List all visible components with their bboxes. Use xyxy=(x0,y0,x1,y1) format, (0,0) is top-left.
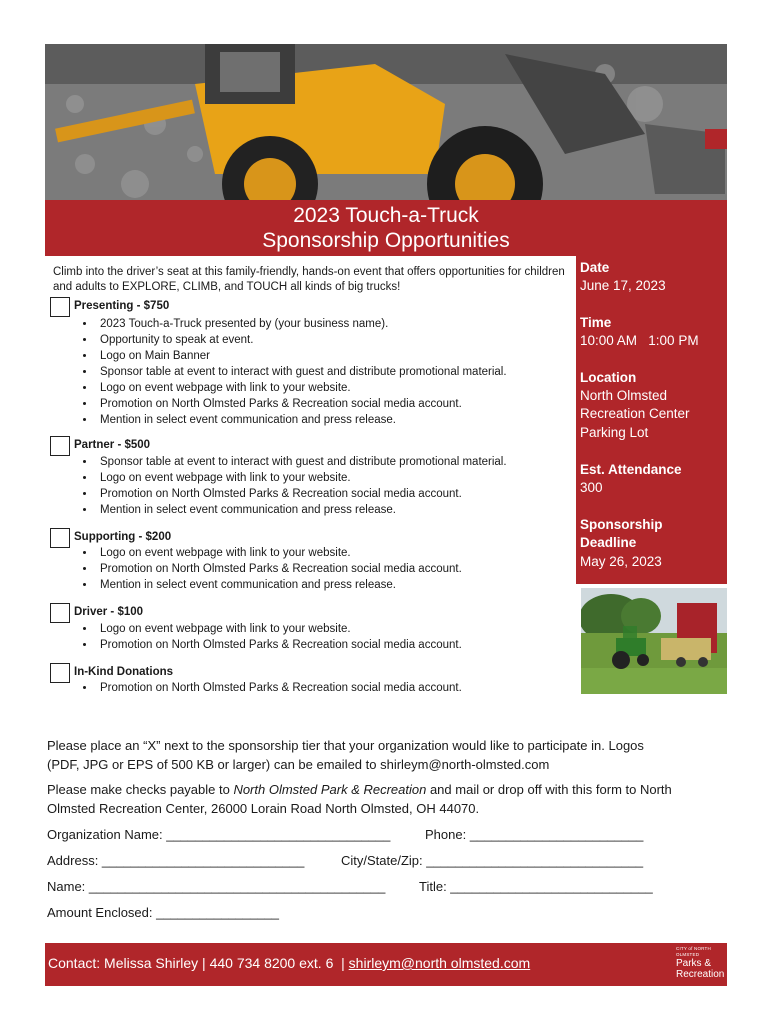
tier-benefits-list xyxy=(74,621,462,653)
location-line-3: Parking Lot xyxy=(580,425,649,440)
instructions-line: (PDF, JPG or EPS of 500 KB or larger) can be emailed to shirleym@north-olmsted.com xyxy=(47,757,550,772)
instructions-logos xyxy=(47,736,727,774)
form-row-address xyxy=(47,851,727,870)
list-item: • Promotion on North Olmsted Parks & Recreation social media account. xyxy=(96,486,507,502)
tier-title: Presenting - $750 xyxy=(74,300,170,312)
name-field[interactable]: Name: _________________________________________ xyxy=(47,879,386,894)
time-value: 10:00 AM 1:00 PM xyxy=(580,333,699,348)
instructions-line xyxy=(47,780,727,799)
list-item: • Promotion on North Olmsted Parks & Recreation social media account. xyxy=(96,680,462,696)
form-row-amount xyxy=(47,903,727,922)
checkbox-in-kind[interactable] xyxy=(50,663,70,683)
hero-truck-photo xyxy=(45,44,727,202)
location-line-1: North Olmsted xyxy=(580,388,668,403)
phone-field[interactable]: Phone: ________________________ xyxy=(425,827,644,842)
title-line-1: 2023 Touch-a-Truck xyxy=(293,204,479,227)
tier-title: Supporting - $200 xyxy=(74,531,172,543)
tier-title: In-Kind Donations xyxy=(74,666,174,678)
checkbox-presenting[interactable] xyxy=(50,297,70,317)
date-label: Date xyxy=(580,260,610,275)
org-name-field[interactable]: Organization Name: _______________________________ xyxy=(47,827,391,842)
contact-text: Contact: Melissa Shirley | 440 734 8200 ext. 6 | xyxy=(48,955,349,971)
tier-benefits-list xyxy=(74,316,507,428)
list-item: • Mention in select event communication and press release. xyxy=(96,502,507,518)
instructions-payment xyxy=(47,780,727,818)
logo-small-text: CITY of NORTH OLMSTED xyxy=(676,946,711,957)
deadline-label-1: Sponsorship xyxy=(580,517,663,532)
list-item: • Opportunity to speak at event. xyxy=(96,332,507,348)
list-item: • Logo on Main Banner xyxy=(96,348,507,364)
tractor-photo xyxy=(581,588,727,694)
logo-line-2: Recreation xyxy=(676,969,725,980)
checkbox-partner[interactable] xyxy=(50,436,70,456)
tier-benefits-list xyxy=(74,680,462,696)
amount-enclosed-field[interactable]: Amount Enclosed: _________________ xyxy=(47,905,280,920)
date-value: June 17, 2023 xyxy=(580,278,666,293)
instructions-line: Olmsted Recreation Center, 26000 Lorain Road North Olmsted, OH 44070. xyxy=(47,801,480,816)
form-row-name xyxy=(47,877,727,896)
list-item: • Sponsor table at event to interact with guest and distribute promotional material. xyxy=(96,454,507,470)
list-item: • Logo on event webpage with link to your website. xyxy=(96,380,507,396)
time-label: Time xyxy=(580,315,612,330)
list-item: • Logo on event webpage with link to your website. xyxy=(96,545,462,561)
instructions-line: Please place an “X” next to the sponsorship tier that your organization would like to participate in. Logos xyxy=(47,738,644,753)
checkbox-supporting[interactable] xyxy=(50,528,70,548)
payee-name: North Olmsted Park & Recreation xyxy=(233,782,427,797)
tier-title: Partner - $500 xyxy=(74,439,151,451)
tractor-illustration xyxy=(581,588,727,694)
deadline-value: May 26, 2023 xyxy=(580,554,662,569)
checkbox-driver[interactable] xyxy=(50,603,70,623)
footer-contact xyxy=(48,955,530,971)
form-row-org xyxy=(47,825,727,844)
list-item: • Promotion on North Olmsted Parks & Recreation social media account. xyxy=(96,561,462,577)
payment-suffix: and mail or drop off with this form to North xyxy=(426,782,672,797)
location-line-2: Recreation Center xyxy=(580,406,690,421)
title-line-2: Sponsorship Opportunities xyxy=(262,229,510,252)
loader-illustration xyxy=(45,44,727,202)
list-item: • Mention in select event communication and press release. xyxy=(96,412,507,428)
list-item: • Sponsor table at event to interact with guest and distribute promotional material. xyxy=(96,364,507,380)
list-item: • Promotion on North Olmsted Parks & Recreation social media account. xyxy=(96,637,462,653)
parks-recreation-logo xyxy=(676,946,728,984)
list-item: • Logo on event webpage with link to your website. xyxy=(96,621,462,637)
attendance-label: Est. Attendance xyxy=(580,462,682,477)
city-state-zip-field[interactable]: City/State/Zip: ______________________________ xyxy=(341,853,644,868)
intro-text: Climb into the driver’s seat at this family-friendly, hands-on event that offers opportunities for children and adults to EXPLORE, CLIMB, and TOUCH all kinds of big trucks! xyxy=(53,266,565,293)
logo-line-1: Parks & xyxy=(676,958,712,969)
list-item: • 2023 Touch-a-Truck presented by (your business name). xyxy=(96,316,507,332)
page-title xyxy=(45,203,727,253)
list-item: • Logo on event webpage with link to your website. xyxy=(96,470,507,486)
location-label: Location xyxy=(580,370,637,385)
tier-title: Driver - $100 xyxy=(74,606,144,618)
attendance-value: 300 xyxy=(580,480,603,495)
deadline-label-2: Deadline xyxy=(580,535,637,550)
address-field[interactable]: Address: ____________________________ xyxy=(47,853,305,868)
tier-benefits-list xyxy=(74,545,462,593)
list-item: • Mention in select event communication and press release. xyxy=(96,577,462,593)
list-item: • Promotion on North Olmsted Parks & Recreation social media account. xyxy=(96,396,507,412)
payment-prefix: Please make checks payable to xyxy=(47,782,234,797)
tier-benefits-list xyxy=(74,454,507,518)
title-field[interactable]: Title: ____________________________ xyxy=(419,879,653,894)
contact-email-link[interactable]: shirleym@north olmsted.com xyxy=(348,955,531,971)
